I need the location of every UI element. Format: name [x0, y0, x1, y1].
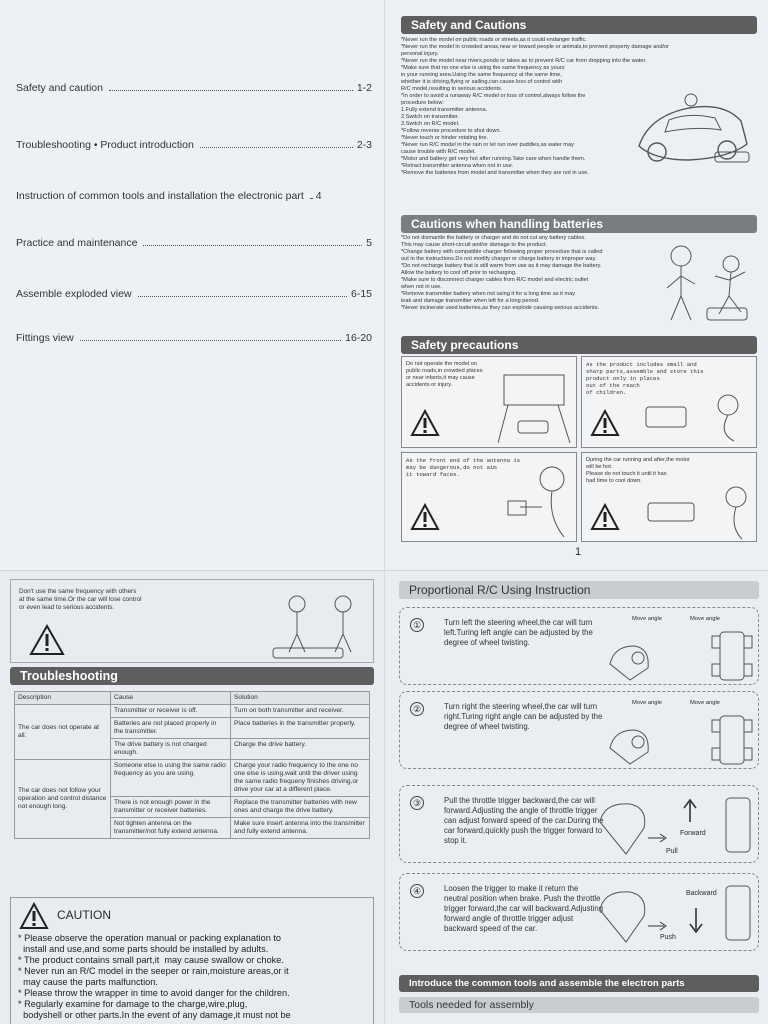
instruction-step	[399, 873, 759, 951]
precaution-line: As the product includes small and	[586, 361, 697, 368]
toc-entry[interactable]	[16, 82, 372, 94]
battery-line: This may cause short-circuit and/or damage to the product.	[401, 242, 548, 248]
caution-item: bodyshell or other parts.In the event of any damage,it must not be	[18, 1010, 291, 1020]
contents-page	[0, 0, 384, 570]
battery-line: when not in use.	[401, 284, 442, 290]
instruction-page	[384, 570, 768, 1024]
safety-line: in your running area.Using the same frequency at the same time,	[401, 72, 562, 78]
battery-line: *Remove transmitter battery when not using it for a long time as it may	[401, 291, 576, 297]
safety-line: whether it is driving,flying or sailing,can cause loss of control with	[401, 79, 563, 85]
precaution-line: it toward faces.	[406, 471, 460, 478]
precaution-box	[401, 356, 577, 448]
toc-title: Safety and caution	[16, 82, 103, 94]
frequency-line: at the same time.Or the car will lose control	[19, 596, 142, 603]
hot-motor-illustration-icon	[642, 483, 756, 541]
battery-line: leak and damage transmitter when left for a long period.	[401, 298, 540, 304]
toc-entry[interactable]	[16, 237, 372, 249]
precaution-line: product only in places	[586, 375, 660, 382]
battery-line: *Do not dismantle the battery or charger and do not cut any battery cables.	[401, 235, 586, 241]
toc-entry[interactable]	[16, 190, 372, 202]
precaution-line: Please do not touch it until it has	[586, 471, 667, 477]
battery-line: *Change battery with compatible charger following proper procedure that is called	[401, 249, 603, 255]
frequency-line: or even lead to serious accidents.	[19, 604, 115, 611]
warning-triangle-icon	[590, 503, 620, 531]
push-label: Push	[660, 934, 676, 941]
step-number: ③	[410, 796, 424, 810]
safety-line: 3.Switch on R/C model.	[401, 121, 460, 127]
warning-triangle-icon	[29, 624, 65, 656]
step-number: ②	[410, 702, 424, 716]
troubleshooting-banner: Troubleshooting	[10, 667, 374, 685]
column-header: Description	[15, 692, 111, 705]
toc-entry[interactable]	[16, 332, 372, 344]
solution-cell: Make sure insert antenna into the transmitter and fully extend antenna.	[231, 818, 370, 839]
safety-line: *Never touch or hinder rotating tire.	[401, 135, 489, 141]
toc-title: Assemble exploded view	[16, 288, 132, 300]
warning-triangle-icon	[19, 902, 49, 930]
toc-title: Troubleshooting • Product introduction	[16, 139, 194, 151]
toc-title: Fittings view	[16, 332, 74, 344]
instruction-step	[399, 785, 759, 863]
toc-title: Practice and maintenance	[16, 237, 138, 249]
battery-line: out in the instructions.Do not modify charger or charge battery in improper way.	[401, 256, 597, 262]
precaution-line: public roads,in crowded places	[406, 368, 483, 374]
instruction-step	[399, 691, 759, 769]
toc-pages: 1-2	[356, 82, 372, 94]
cause-cell: Not tighten antenna on the transmitter/not fully extend antenna.	[111, 818, 231, 839]
instruction-step	[399, 607, 759, 685]
caution-item: install and use,and some parts should be installed by adults.	[18, 944, 269, 954]
step-text: Pull the throttle trigger backward,the car will forward.Adjusting the angle of throttle trigger can adjust forward speed of the car.During the car forward,quickly push the trigger forward to stop it.	[444, 796, 604, 845]
solution-cell: Charge your radio frequency to the one no one else is using,wait until the driver using the same radio frequeny finishes driving,or drive your car at a different place.	[231, 760, 370, 797]
precaution-line: As the front end of the antenna is	[406, 457, 521, 464]
troubleshooting-page	[0, 570, 384, 1024]
safety-page	[384, 0, 768, 570]
safety-banner: Safety and Cautions	[401, 16, 757, 34]
two-drivers-illustration-icon	[267, 584, 367, 660]
precaution-line: or near infants,it may cause	[406, 375, 475, 381]
safety-line: procedure below:	[401, 100, 444, 106]
batteries-banner: Cautions when handling batteries	[401, 215, 757, 233]
cause-cell: The drive battery is not charged enough.	[111, 739, 231, 760]
toc-pages: 5	[366, 237, 372, 249]
solution-cell: Place batteries in the transmitter properly.	[231, 718, 370, 739]
safety-line: *Motor and battery get very hot after running.Take care when handle them.	[401, 156, 586, 162]
safety-line: cause trouble with R/C model.	[401, 149, 476, 155]
solution-cell: Charge the drive battery.	[231, 739, 370, 760]
cause-cell: There is not enough power in the transmitter or receiver batteries.	[111, 797, 231, 818]
move-angle-label: Move angle	[690, 616, 720, 622]
proportional-banner: Proportional R/C Using Instruction	[399, 581, 759, 599]
description-cell: The car does not follow your operation and control distance not enough long.	[15, 760, 111, 839]
precaution-line: had time to cool down.	[586, 478, 642, 484]
battery-line: *Make sure to disconnect charger cables from R/C model and electric outlet	[401, 277, 589, 283]
warning-triangle-icon	[410, 503, 440, 531]
precautions-banner: Safety precautions	[401, 336, 757, 354]
toc-title: Instruction of common tools and installation the electronic part	[16, 190, 304, 202]
precaution-line: of children.	[586, 389, 627, 396]
safety-line: personal injury.	[401, 51, 439, 57]
road-illustration-icon	[498, 365, 574, 445]
move-angle-label: Move angle	[632, 616, 662, 622]
table-row	[15, 760, 370, 797]
tools-subbanner: Tools needed for assembly	[399, 997, 759, 1013]
column-header: Cause	[111, 692, 231, 705]
toc-pages: 16-20	[345, 332, 372, 344]
toc-pages: 2-3	[356, 139, 372, 151]
precaution-line: out of the reach	[586, 382, 640, 389]
safety-line: *Retract transmitter antenna when not in use.	[401, 163, 514, 169]
step-text: Turn right the steering wheel,the car will turn right.Turing right angle can be adjusted by the degree of wheel twisting.	[444, 702, 603, 731]
page-number: 1	[575, 546, 582, 558]
caution-item: may cause the parts malfunction.	[18, 977, 158, 987]
safety-line: *In order to avoid a runaway R/C model or loss of control,always follow the	[401, 93, 586, 99]
caution-list	[18, 933, 358, 1021]
cause-cell: Someone else is using the same radio frequency as you are using.	[111, 760, 231, 797]
transmitter-car-illustration-icon	[600, 712, 760, 768]
caution-item: * Please throw the wrapper in time to avoid danger for the children.	[18, 988, 290, 998]
antenna-illustration-icon	[498, 457, 576, 541]
cause-cell: Transmitter or receiver is off.	[111, 705, 231, 718]
transmitter-car-illustration-icon	[600, 628, 760, 684]
pull-label: Pull	[666, 848, 678, 855]
frequency-line: Don't use the same frequency with others	[19, 588, 137, 595]
table-row	[15, 705, 370, 718]
backward-label: Backward	[686, 890, 717, 897]
precaution-box	[581, 452, 757, 542]
caution-item: * Never run an R/C model in the seeper or rain,moisture areas,or it	[18, 966, 289, 976]
step-text: Loosen the trigger to make it return the neutral position when brake. Push the throttle trigger forward,the car will backward.Adjusting forward angle of throttle trigger adjust backward speed of the car.	[444, 884, 604, 933]
precaution-box	[401, 452, 577, 542]
child-illustration-icon	[638, 377, 756, 447]
toc-entry[interactable]	[16, 288, 372, 300]
battery-line: *Do not recharge battery that is still warm from use as it may damage the battery.	[401, 263, 602, 269]
safety-line: *Never run the model in crowded areas,near or toward people or animals,to prevent property damage and/or	[401, 44, 670, 50]
safety-line: *Make sure that no one else is using the same frequency as yours	[401, 65, 565, 71]
caution-item: * Please observe the operation manual or packing explanation to	[18, 933, 282, 943]
warning-triangle-icon	[590, 409, 620, 437]
description-cell: The car does not operate at all.	[15, 705, 111, 760]
caution-item: * The product contains small part,it may cause swallow or choke.	[18, 955, 284, 965]
safety-line: *Never run R/C model in the rain or let run over puddles,as water may	[401, 142, 574, 148]
toc-pages: 4	[315, 190, 322, 202]
kids-illustration-icon	[657, 236, 757, 326]
safety-line: *Never run the model on public roads or streets,as it could endanger traffic.	[401, 37, 587, 43]
step-text: Turn left the steering wheel,the car will turn left.Turing left angle can be adjusted by the degree of wheel twisting.	[444, 618, 593, 647]
troubleshooting-table	[14, 691, 370, 839]
solution-cell: Replace the transmitter batteries with new ones and charge the drive battery.	[231, 797, 370, 818]
cause-cell: Batteries are not placed properly in the transmitter.	[111, 718, 231, 739]
step-number: ④	[410, 884, 424, 898]
safety-line: R/C model,resulting in serious accidents.	[401, 86, 503, 92]
caution-item: * Regularly examine for damage to the charge,wire,plug,	[18, 999, 248, 1009]
forward-label: Forward	[680, 830, 706, 837]
precaution-line: accidents or injury.	[406, 382, 453, 388]
toc-pages: 6-15	[350, 288, 372, 300]
precaution-line: sharp parts,assemble and store this	[586, 368, 704, 375]
safety-line: *Follow reverse procedure to shut down.	[401, 128, 502, 134]
battery-line: *Never incinerate used batteries,as they can explode causing serious accidents.	[401, 305, 600, 311]
frequency-box	[10, 579, 374, 663]
precaution-line: Do not operate the model on	[406, 361, 477, 367]
warning-triangle-icon	[410, 409, 440, 437]
battery-line: Allow the battery to cool off prior to recharging.	[401, 270, 517, 276]
safety-line: 1.Fully extend transmitter antenna.	[401, 107, 488, 113]
safety-line: *Remove the batteries from model and transmitter when they are not in use.	[401, 170, 589, 176]
toc-entry[interactable]	[16, 139, 372, 151]
solution-cell: Turn on both transmitter and receiver.	[231, 705, 370, 718]
precaution-line: will be hot.	[586, 464, 613, 470]
precaution-box	[581, 356, 757, 448]
safety-line: 2.Switch on transmitter.	[401, 114, 460, 120]
caution-title: CAUTION	[57, 908, 111, 922]
safety-line: *Never run the model near rivers,ponds or lakes as to prevent R/C car from dropping into the water.	[401, 58, 647, 64]
move-angle-label: Move angle	[690, 700, 720, 706]
column-header: Solution	[231, 692, 370, 705]
throttle-backward-illustration-icon	[590, 880, 760, 950]
batteries-text	[401, 235, 661, 312]
car-illustration-icon	[629, 86, 757, 176]
throttle-forward-illustration-icon	[590, 792, 760, 862]
tools-banner: Introduce the common tools and assemble the electron parts	[399, 975, 759, 992]
precaution-line: During the car running and after,the motor	[586, 457, 690, 463]
precaution-line: may be dangerous,do not aim	[406, 464, 497, 471]
step-number: ①	[410, 618, 424, 632]
move-angle-label: Move angle	[632, 700, 662, 706]
